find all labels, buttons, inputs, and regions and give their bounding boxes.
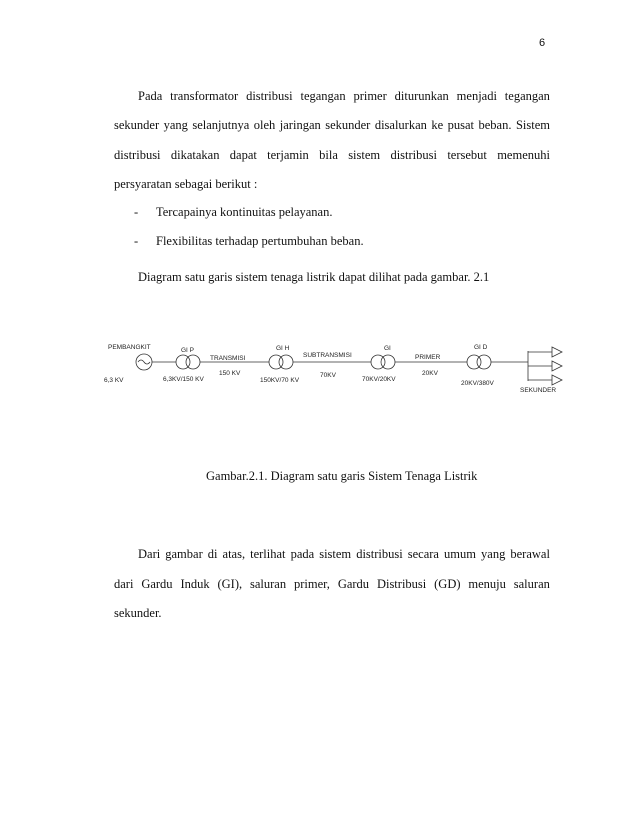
bullet-marker: - — [134, 205, 139, 219]
word: atas, — [222, 547, 246, 561]
paragraph-2-line-1 — [138, 547, 550, 562]
load-arrow-icon — [552, 361, 562, 371]
word: terlihat — [250, 547, 286, 561]
word: ke — [431, 118, 444, 132]
label-gi: GI — [384, 345, 391, 352]
word: saluran — [513, 577, 550, 591]
word: terjamin — [267, 148, 309, 162]
label-primer: PRIMER — [415, 354, 441, 361]
bullet-marker: - — [134, 234, 139, 248]
word: Sistem — [515, 118, 550, 132]
diagram-intro: Diagram satu garis sistem tenaga listrik dapat dilihat pada gambar. 2.1 — [138, 270, 490, 284]
label-sekunder: SEKUNDER — [520, 387, 557, 394]
word: memenuhi — [497, 148, 550, 162]
word: sistem — [348, 148, 381, 162]
paragraph-2-line-2 — [114, 577, 550, 592]
word: bila — [319, 148, 338, 162]
bullet-text: Tercapainya kontinuitas pelayanan. — [156, 205, 333, 219]
word: primer — [353, 89, 387, 103]
word: distribusi — [390, 148, 437, 162]
paragraph-1-line-3 — [114, 148, 550, 163]
word: secara — [407, 547, 439, 561]
label-pembangkit: PEMBANGKIT — [108, 344, 151, 351]
word: saluran — [250, 577, 287, 591]
word: dapat — [229, 148, 257, 162]
word: Distribusi — [376, 577, 427, 591]
word: pada — [290, 547, 315, 561]
word: yang — [163, 118, 188, 132]
bullet-text: Flexibilitas terhadap pertumbuhan beban. — [156, 234, 364, 248]
word: menuju — [468, 577, 506, 591]
word: selanjutnya — [192, 118, 250, 132]
word: Gardu — [141, 577, 173, 591]
word: Dari — [138, 547, 161, 561]
word: yang — [481, 547, 506, 561]
label-voltage-primer: 20KV — [422, 370, 438, 377]
word: umum — [444, 547, 476, 561]
word: sekunder — [114, 118, 160, 132]
word: Induk — [180, 577, 210, 591]
label-gi-h: GI H — [276, 345, 290, 352]
word: tegangan — [504, 89, 550, 103]
word: distribusi — [114, 148, 161, 162]
word: beban. — [478, 118, 512, 132]
label-gi-d: GI D — [474, 344, 488, 351]
word: diturunkan — [394, 89, 449, 103]
word: pusat — [447, 118, 475, 132]
label-gi-p-ratio: 6,3KV/150 KV — [163, 376, 204, 383]
label-voltage-transmisi: 150 KV — [219, 370, 241, 377]
word: distribusi — [356, 547, 403, 561]
single-line-diagram — [0, 330, 638, 410]
word: berawal — [510, 547, 550, 561]
word: tersebut — [447, 148, 487, 162]
paragraph-1-line-1 — [138, 89, 550, 104]
word: gambar — [165, 547, 203, 561]
word: menjadi — [456, 89, 497, 103]
word: sistem — [319, 547, 352, 561]
label-gi-d-ratio: 20KV/380V — [461, 380, 494, 387]
load-arrow-icon — [552, 347, 562, 357]
word: dari — [114, 577, 134, 591]
word: primer, — [293, 577, 330, 591]
label-voltage-subtransmisi: 70KV — [320, 372, 336, 379]
word: di — [207, 547, 218, 561]
word: Pada — [138, 89, 163, 103]
label-transmisi: TRANSMISI — [210, 355, 246, 362]
word: (GD) — [434, 577, 461, 591]
word: Gardu — [337, 577, 370, 591]
label-voltage-generator: 6,3 KV — [104, 377, 124, 384]
page-number: 6 — [539, 37, 546, 49]
word: oleh — [253, 118, 276, 132]
word: dikatakan — [170, 148, 220, 162]
paragraph-1-line-4: persyaratan sebagai berikut : — [114, 177, 258, 191]
word: distribusi — [246, 89, 293, 103]
word: transformator — [170, 89, 239, 103]
word: disalurkan — [374, 118, 427, 132]
word: jaringan — [279, 118, 321, 132]
label-gi-ratio: 70KV/20KV — [362, 376, 396, 383]
word: sekunder — [325, 118, 371, 132]
paragraph-1-line-2 — [114, 118, 550, 133]
paragraph-2-line-3: sekunder. — [114, 606, 162, 620]
word: tegangan — [300, 89, 346, 103]
figure-caption: Gambar.2.1. Diagram satu garis Sistem Tenaga Listrik — [206, 469, 478, 483]
label-subtransmisi: SUBTRANSMISI — [303, 352, 352, 359]
label-gi-h-ratio: 150KV/70 KV — [260, 377, 300, 384]
label-gi-p: GI P — [181, 347, 195, 354]
word: (GI), — [217, 577, 243, 591]
load-arrow-icon — [552, 375, 562, 385]
